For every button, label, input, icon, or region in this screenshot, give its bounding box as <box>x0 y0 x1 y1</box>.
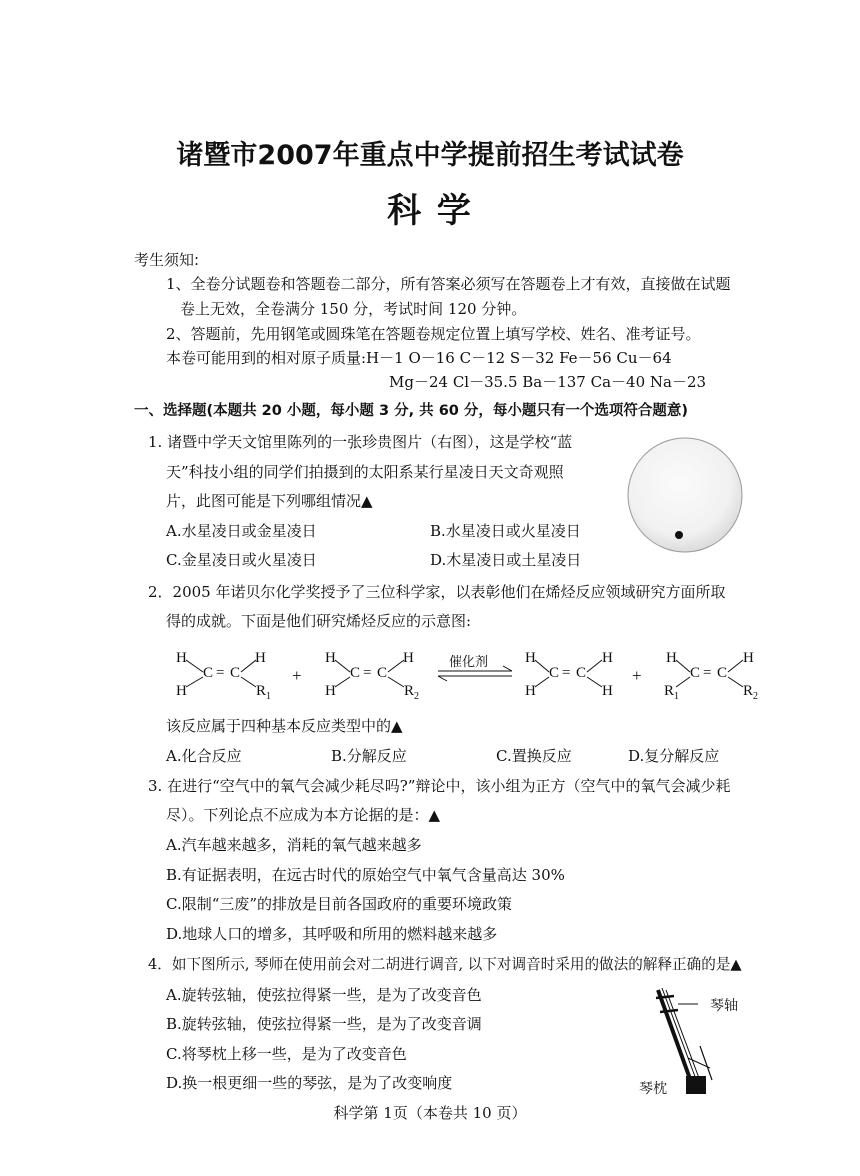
plus-sign: + <box>632 666 642 685</box>
plus-sign: + <box>292 666 302 685</box>
notice-item-2: 2、答题前，先用钢笔或圆珠笔在答题卷规定位置上填写学校、姓名、准考证号。 <box>166 325 701 343</box>
label-qinzhen: 琴枕 <box>639 1081 667 1097</box>
q1-option-c: C.金星凌日或火星凌日 <box>166 551 317 569</box>
atom-c: C <box>203 665 214 681</box>
double-bond: = <box>363 665 372 681</box>
group-r1: $R_1$ <box>664 683 680 702</box>
group-r2: $R_2$ <box>743 683 759 702</box>
q2-option-d: D.复分解反应 <box>628 747 720 765</box>
q3-option-b: B.有证据表明，在远古时代的原始空气中氧气含量高达 30% <box>166 866 565 884</box>
exam-title: 诸暨市2007年重点中学提前招生考试试卷 <box>176 140 684 171</box>
q2-line-2: 得的成就。下面是他们研究烯烃反应的示意图: <box>166 612 472 630</box>
double-bond: = <box>216 665 225 681</box>
q1-option-d: D.木星凌日或土星凌日 <box>430 551 582 569</box>
atom-c: C <box>230 665 241 681</box>
atom-h: H <box>602 650 613 666</box>
q3-line-1: 3. 在进行“空气中的氧气会减少耗尽吗?”辩论中，该小组为正方（空气中的氧气会减少耗 <box>148 777 731 795</box>
atomic-masses-line-1: 本卷可能用到的相对原子质量:H－1 O－16 C－12 S－32 Fe－56 Cu－64 <box>166 349 672 367</box>
atom-c: C <box>350 665 361 681</box>
atom-h: H <box>602 683 613 699</box>
erhu-body <box>686 1076 706 1094</box>
catalyst-label: 催化剂 <box>449 655 489 670</box>
atom-c: C <box>576 665 587 681</box>
group-r2: $R_2$ <box>404 683 420 702</box>
atom-h: H <box>525 683 536 699</box>
atom-h: H <box>743 650 754 666</box>
erhu-neck <box>658 990 694 1090</box>
equilibrium-arrow <box>438 666 512 681</box>
q3-option-a: A.汽车越来越多，消耗的氧气越来越多 <box>166 836 422 854</box>
q2-after: 该反应属于四种基本反应类型中的▲ <box>166 717 403 735</box>
q4-option-c: C.将琴枕上移一些，是为了改变音色 <box>166 1045 407 1063</box>
q3-option-c: C.限制“三废”的排放是目前各国政府的重要环境政策 <box>166 895 513 913</box>
atom-c: C <box>717 665 728 681</box>
atom-c: C <box>377 665 388 681</box>
notice-heading: 考生须知: <box>134 251 200 269</box>
q3-line-2: 尽）。下列论点不应成为本方论据的是：▲ <box>166 806 441 824</box>
erhu-string <box>662 988 700 1090</box>
atom-h: H <box>403 650 414 666</box>
atom-h: H <box>525 650 536 666</box>
group-r1: $R_1$ <box>256 683 272 702</box>
q2-line-1: 2．2005 年诺贝尔化学奖授予了三位科学家，以表彰他们在烯烃反应领域研究方面所取 <box>148 583 726 601</box>
tuning-peg <box>660 1010 678 1012</box>
subject-title: 科 学 <box>387 191 473 231</box>
q1-line-2: 天”科技小组的同学们拍摄到的太阳系某行星凌日天文奇观照 <box>166 463 564 481</box>
atom-h: H <box>325 683 336 699</box>
q3-option-d: D.地球人口的增多，其呼吸和所用的燃料越来越多 <box>166 925 498 943</box>
double-bond: = <box>562 665 571 681</box>
q1-line-1: 1. 诸暨中学天文馆里陈列的一张珍贵图片（右图），这是学校“蓝 <box>148 433 573 451</box>
double-bond: = <box>703 665 712 681</box>
label-qinzhou: 琴轴 <box>710 998 738 1014</box>
notice-item-1-line-2: 卷上无效，全卷满分 150 分，考试时间 120 分钟。 <box>180 300 527 318</box>
q2-option-a: A.化合反应 <box>166 747 242 765</box>
atom-h: H <box>666 650 677 666</box>
q4-option-d: D.换一根更细一些的琴弦，是为了改变响度 <box>166 1074 453 1092</box>
q2-option-c: C.置换反应 <box>496 747 572 765</box>
atom-h: H <box>325 650 336 666</box>
atom-c: C <box>690 665 701 681</box>
section-heading: 一、选择题(本题共 20 小题，每小题 3 分, 共 60 分，每小题只有一个选项符合题意) <box>134 403 689 419</box>
atom-h: H <box>176 683 187 699</box>
q4-line-1: 4．如下图所示, 琴师在使用前会对二胡进行调音, 以下对调音时采用的做法的解释正确的是▲ <box>148 956 742 973</box>
atomic-masses-line-2: Mg－24 Cl－35.5 Ba－137 Ca－40 Na－23 <box>389 373 707 391</box>
q4-option-a: A.旋转弦轴，使弦拉得紧一些，是为了改变音色 <box>166 986 482 1004</box>
atom-h: H <box>176 650 187 666</box>
q1-option-b: B.水星凌日或火星凌日 <box>430 522 581 540</box>
q1-option-a: A.水星凌日或金星凌日 <box>166 522 317 540</box>
q4-option-b: B.旋转弦轴，使弦拉得紧一些，是为了改变音调 <box>166 1015 482 1033</box>
q2-option-b: B.分解反应 <box>331 747 407 765</box>
atom-c: C <box>549 665 560 681</box>
notice-item-1-line-1: 1、全卷分试题卷和答题卷二部分，所有答案必须写在答题卷上才有效，直接做在试题 <box>166 275 731 293</box>
q1-line-3: 片，此图可能是下列哪组情况▲ <box>166 492 373 510</box>
page-footer: 科学第 1页（本卷共 10 页） <box>333 1104 527 1122</box>
atom-h: H <box>255 650 266 666</box>
